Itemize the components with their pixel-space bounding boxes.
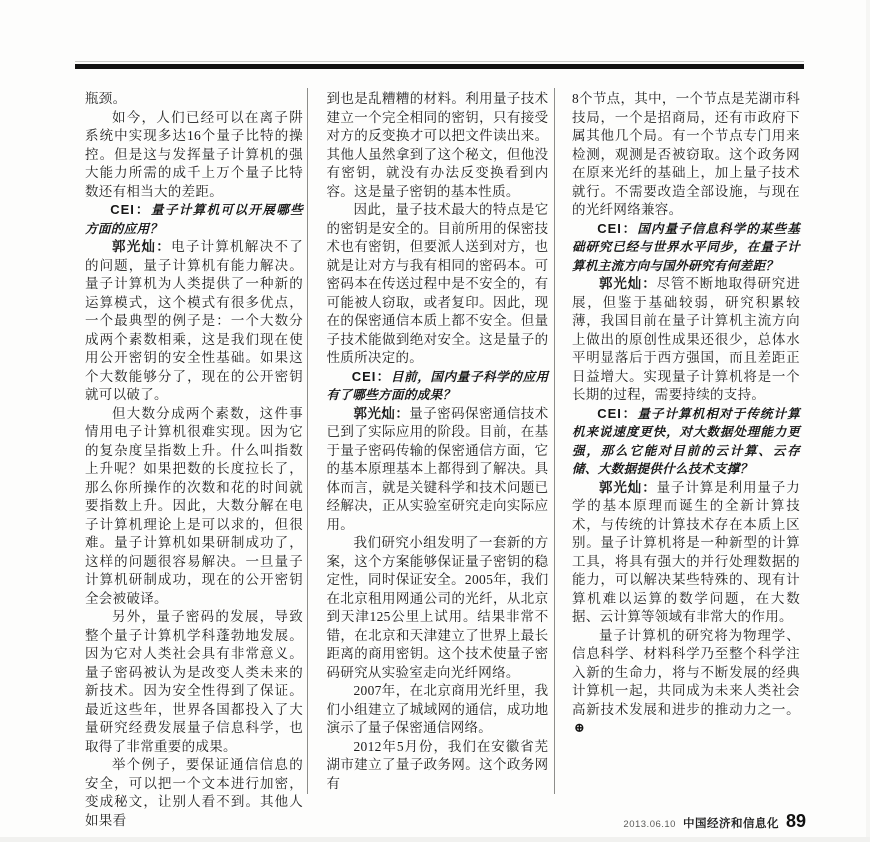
paragraph: 我们研究小组发明了一套新的方案，这个方案能够保证量子密钥的稳定性，同时保证安全。2005年，我们在北京租用网通公司的光纤，从北京到天津125公里上试用。结果非常不错，在北京和天津建立了世界上最长距离的商用密钥。这个技术使量子密码研究从实验室走向光纤网络。 bbox=[326, 535, 549, 680]
footer-page-number: 89 bbox=[785, 811, 806, 831]
page-footer bbox=[623, 811, 806, 832]
paragraph: 郭光灿：量子密码保密通信技术已到了实际应用的阶段。目前，在基于量子密码传输的保密通信方面，它的基本原理基本上都得到了解决。具体而言，就是关键科学和技术问题已经解决，正从实验室研究走向实际应用。 bbox=[326, 405, 549, 532]
speaker-label: 郭光灿： bbox=[353, 405, 410, 421]
text-column bbox=[327, 90, 549, 830]
footer-date: 2013.06.10 bbox=[623, 819, 676, 830]
column-divider bbox=[554, 88, 555, 794]
paragraph: 8个节点，其中，一个节点是芜湖市科技局，一个是招商局，还有市政府下属其他几个局。有一个节点专门用来检测，观测是否被窃取。这个政务网在原来光纤的基础上，加上量子技术就行。不需要改造全部设施，与现在的光纤网络兼容。 bbox=[572, 91, 800, 217]
paragraph: CEI：国内量子信息科学的某些基础研究已经与世界水平同步，在量子计算机主流方向与国外研究有何差距？ bbox=[572, 220, 800, 273]
top-rule-thin bbox=[75, 61, 804, 62]
speaker-label: CEI： bbox=[110, 202, 151, 217]
paragraph: 如今，人们已经可以在离子阱系统中实现多达16个量子比特的操控。但是这与发挥量子计算机的强大能力所需的成千上万个量子比特数还有相当大的差距。 bbox=[85, 109, 303, 199]
speaker-label: CEI： bbox=[597, 220, 638, 236]
paragraph: 郭光灿：电子计算机解决不了的问题，量子计算机有能力解决。量子计算机为人类提供了一种新的运算模式，这个模式有很多优点，一个最典型的例子是：一个大数分成两个素数相乘，这是我们现在使用公开密钥的安全性基础。如果这个大数能够分了，现在的公开密钥就可以破了。 bbox=[85, 239, 304, 402]
top-rule bbox=[75, 64, 804, 69]
paragraph: 郭光灿：尽管不断地取得研究进展，但鉴于基础较弱，研究积累较薄，我国目前在量子计算机主流方向上做出的原创性成果还很少，总体水平明显落后于西方强国，而且差距正日益增大。实现量子计算机将是一个长期的过程，需要持续的支持。 bbox=[572, 276, 801, 402]
scan-edge-right bbox=[866, 0, 870, 842]
speaker-label: 郭光灿： bbox=[599, 276, 657, 291]
paragraph: CEI：量子计算机可以开展哪些方面的应用？ bbox=[85, 202, 304, 236]
paragraph: 量子计算机的研究将为物理学、信息科学、材料科学乃至整个科学注入新的生命力，将与不断发展的经典计算机一起，共同成为未来人类社会高新技术发展和进步的推动力之一。⊕ bbox=[572, 627, 800, 735]
paragraph: 举个例子，要保证通信信息的安全，可以把一个文本进行加密，变成秘文，让别人看不到。其他人如果看 bbox=[85, 757, 303, 828]
paragraph: 郭光灿：量子计算是利用量子力学的基本原理而诞生的全新计算技术，与传统的计算技术存在本质上区别。量子计算机将是一种新型的计算工具，将具有强大的并行处理数据的能力，可以解决某些特殊的、现有计算机难以运算的数学问题，在大数据、云计算等领域有非常大的作用。 bbox=[572, 479, 801, 624]
text-column bbox=[572, 90, 800, 830]
speaker-label: 郭光灿： bbox=[112, 239, 172, 254]
paragraph: 因此，量子技术最大的特点是它的密钥是安全的。目前所用的保密技术也有密钥，但要派人送到对方，也就是让对方与我有相同的密码本。可密码本在传送过程中是不安全的，有可能被人窃取，或者复印。因此，现在的保密通信本质上都不安全。但量子技术能做到绝对安全。这是量子的性质所决定的。 bbox=[326, 202, 549, 365]
speaker-label: 郭光灿： bbox=[599, 479, 657, 495]
speaker-label: CEI： bbox=[351, 368, 391, 384]
paragraph: 到也是乱糟糟的材料。利用量子技术建立一个完全相同的密钥，只有接受对方的反变换才可以把文件读出来。其他人虽然拿到了这个秘文，但他没有密钥，就没有办法反变换看到内容。这是量子密钥的基本性质。 bbox=[326, 91, 549, 199]
paragraph: 2007年，在北京商用光纤里，我们小组建立了城域网的通信，成功地演示了量子保密通信网络。 bbox=[326, 683, 549, 735]
paragraph: CEI：目前，国内量子科学的应用有了哪些方面的成果？ bbox=[326, 368, 549, 402]
article-end-mark-icon: ⊕ bbox=[574, 720, 586, 735]
paragraph: 2012年5月份，我们在安徽省芜湖市建立了量子政务网。这个政务网有 bbox=[326, 738, 549, 791]
paragraph: 另外，量子密码的发展，导致整个量子计算机学科蓬勃地发展。因为它对人类社会具有非常意义。量子密码被认为是改变人类未来的新技术。因为安全性得到了保证。最近这些年，世界各国都投入了大量研究经费发展量子信息科学，也取得了非常重要的成果。 bbox=[85, 609, 303, 754]
scan-edge-bottom bbox=[0, 837, 870, 842]
footer-magazine-title: 中国经济和信息化 bbox=[682, 818, 779, 830]
paragraph: 但大数分成两个素数，这件事情用电子计算机很难实现。因为它的复杂度呈指数上升。什么叫指数上升呢？如果把数的长度拉长了，那么你所操作的次数和花的时间就要指数上升。因此，大数分解在电子计算机理论上是可以求的，但很难。量子计算机如果研制成功了，这样的问题很容易解决。一旦量子计算机研制成功，现在的公开密钥全会被破译。 bbox=[85, 405, 303, 606]
text-column bbox=[85, 90, 303, 830]
speaker-label: CEI： bbox=[597, 405, 638, 421]
column-divider bbox=[307, 88, 308, 794]
paragraph: 瓶颈。 bbox=[85, 91, 127, 106]
paragraph: CEI：量子计算机相对于传统计算机来说速度更快，对大数据处理能力更强，那么它能对目前的云计算、云存储、大数据提供什么技术支撑？ bbox=[572, 405, 800, 476]
article-columns bbox=[85, 90, 800, 830]
